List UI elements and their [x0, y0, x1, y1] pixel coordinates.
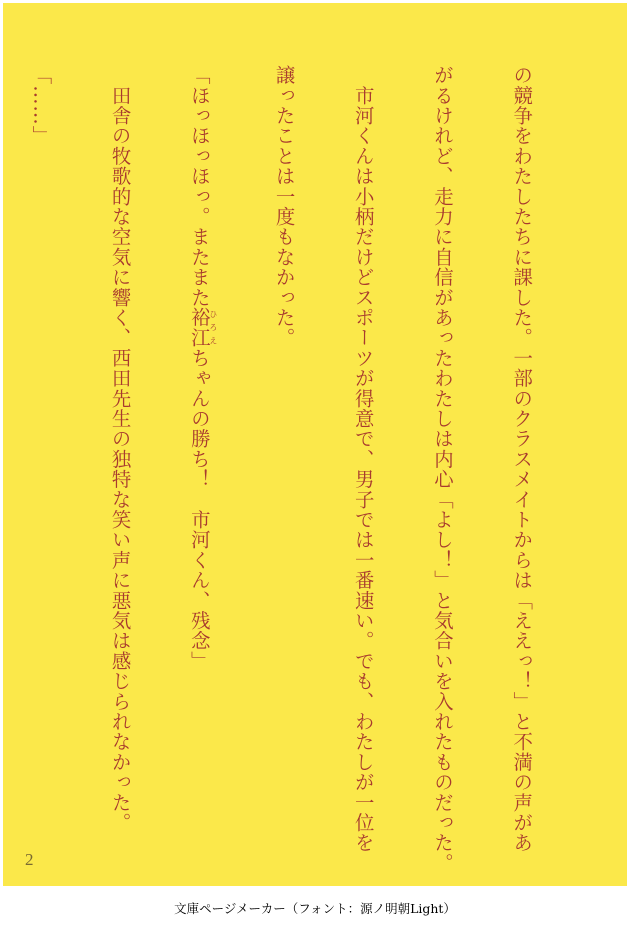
vertical-text-body [3, 65, 587, 873]
text-line: がるけれど、走力に自信があったわたしは内心「よし！」と気合いを入れたものだった。 [430, 65, 454, 873]
page-number: 2 [25, 850, 34, 869]
text-line: 譲ったことは一度もなかった。 [272, 65, 296, 348]
text-line: 市河くんは小柄だけどスポーツが得意で、男子では一番速い。でも、わたしが一位を [351, 65, 375, 853]
footer-caption: 文庫ページメーカー（フォント：源ノ明朝Light） [174, 901, 456, 916]
text-line: 「ほっほっほっ。またまた裕江ひろえちゃんの勝ち！ 市河くん、残念」 [187, 65, 218, 672]
name-ruby: 裕江ひろえ [187, 307, 218, 348]
novel-page [3, 3, 627, 886]
text-line: 「……」 [29, 65, 53, 146]
text-line: 田舎の牧歌的な空気に響く、西田先生の独特な笑い声に悪気は感じられなかった。 [108, 65, 132, 833]
text-line: の競争をわたしたちに課した。一部のクラスメイトからは「ええっ！」と不満の声があ [510, 65, 534, 853]
